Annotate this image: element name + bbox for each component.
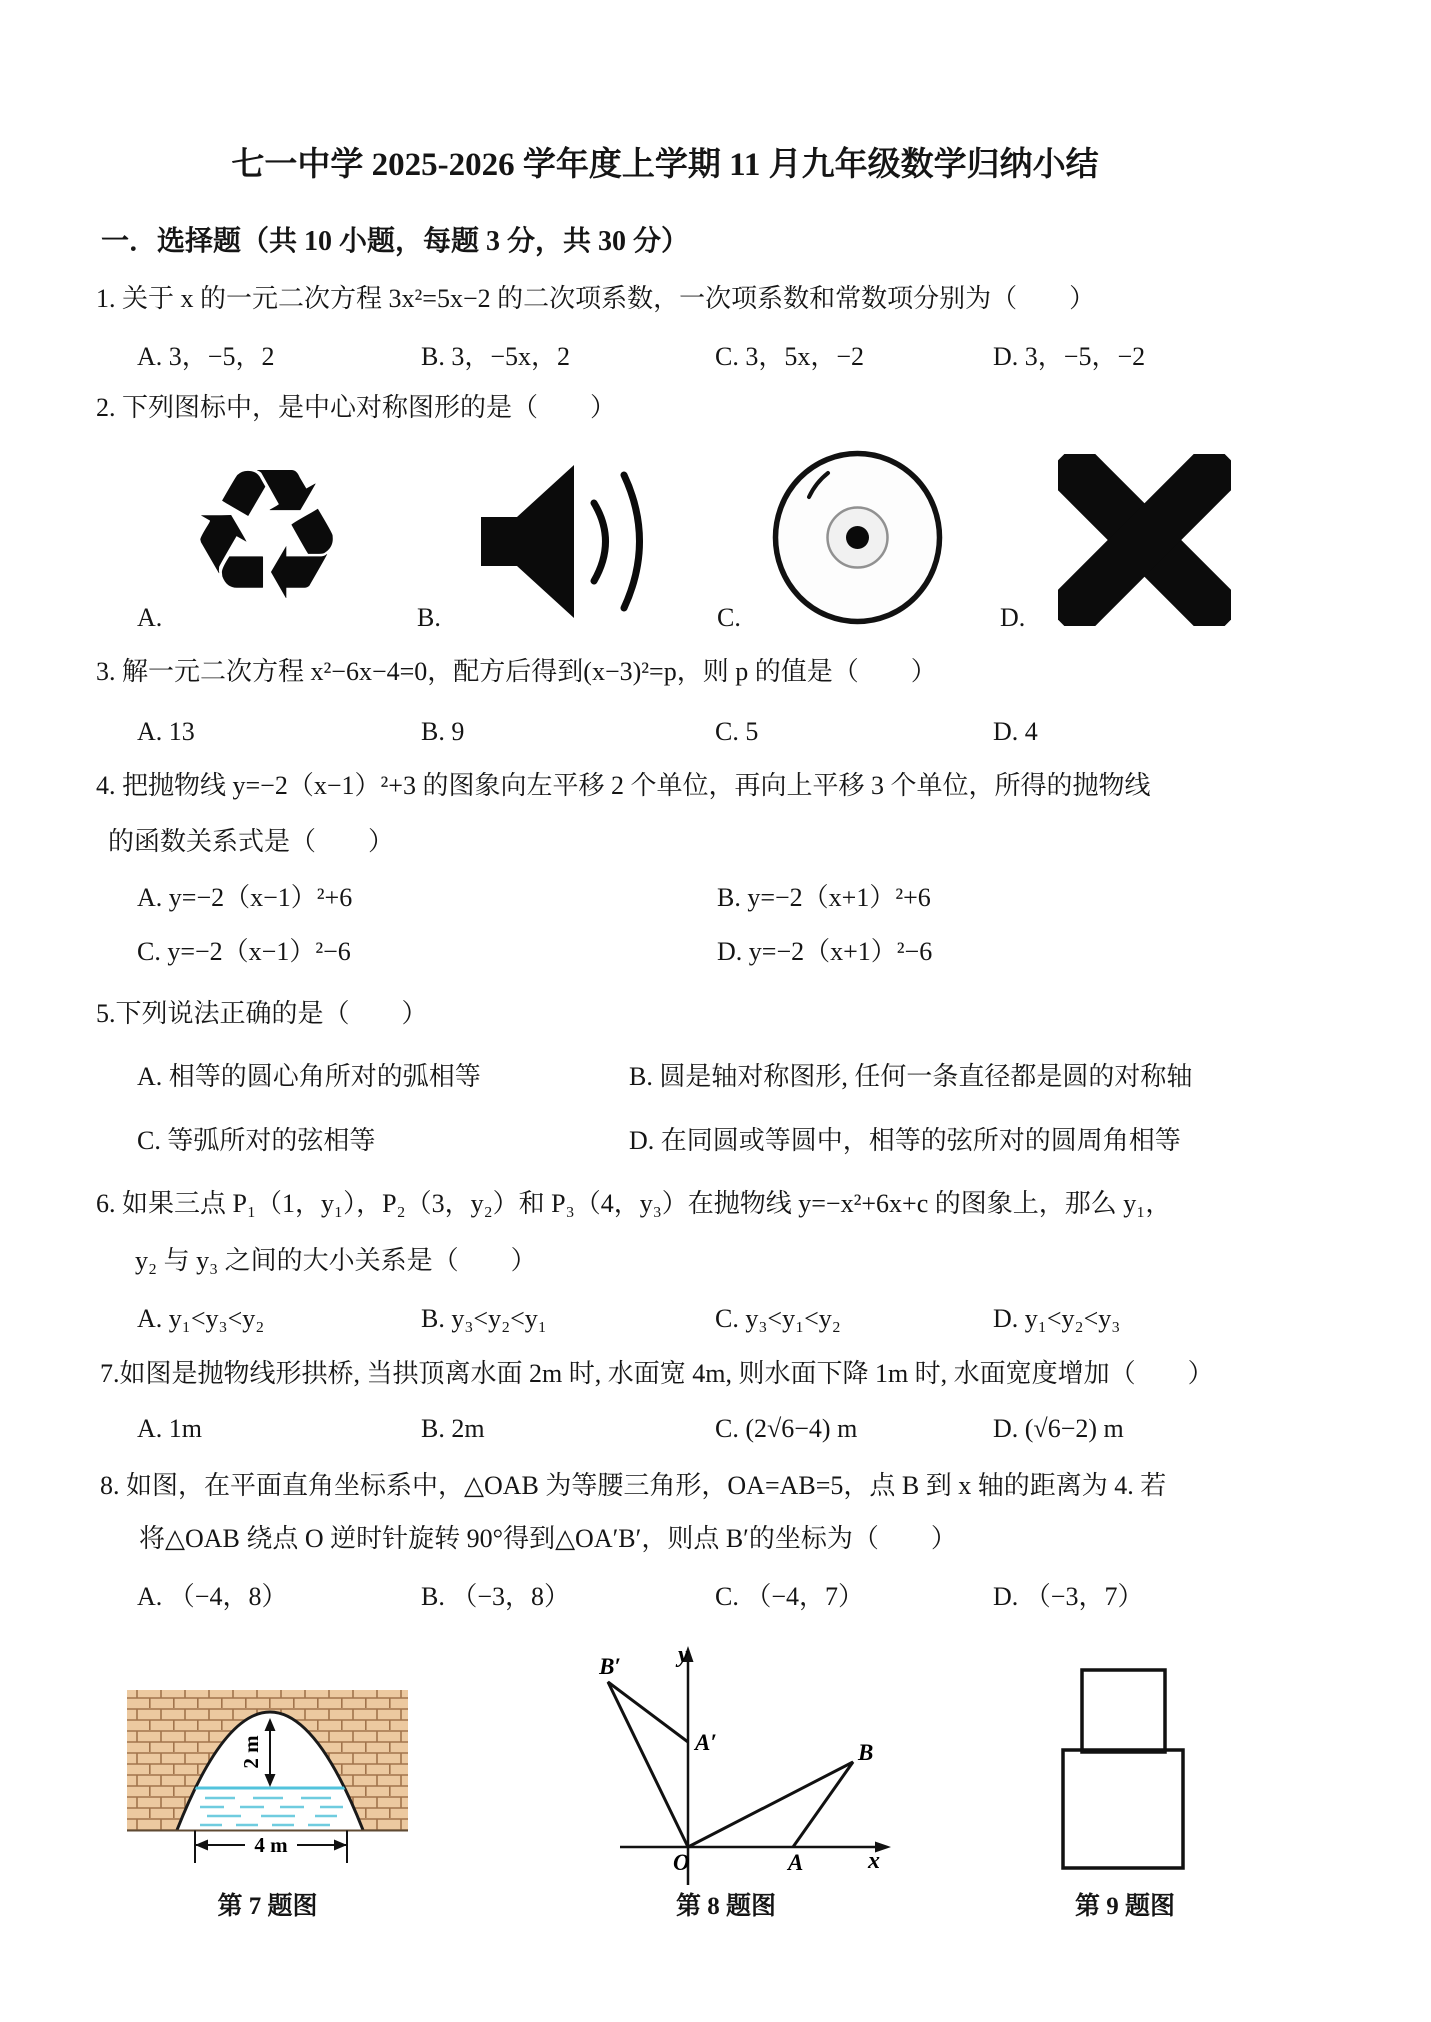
q1-option-b: B. 3，−5x，2 (421, 342, 571, 371)
q5-option-b: B. 圆是轴对称图形, 任何一条直径都是圆的对称轴 (629, 1062, 1193, 1091)
cd-icon (771, 449, 944, 626)
q4-option-d: D. y=−2（x+1）²−6 (717, 937, 933, 966)
q7-option-b: B. 2m (421, 1414, 485, 1443)
fig8-caption: 第 8 题图 (675, 1893, 776, 1920)
q2-option-a-label: A. (137, 603, 163, 632)
speaker-icon (481, 463, 652, 620)
q8-option-b: B. （−3，8） (421, 1582, 571, 1611)
origin-label: O (673, 1850, 690, 1875)
q5-option-d: D. 在同圆或等圆中，相等的弦所对的圆周角相等 (629, 1126, 1181, 1155)
recycling-icon (185, 429, 385, 641)
width-dimension (195, 1831, 347, 1864)
x-axis-label: x (868, 1848, 880, 1874)
q7-option-a: A. 1m (137, 1414, 202, 1443)
q2-option-b-label: B. (417, 603, 441, 632)
sound-wave-outer (624, 475, 640, 608)
q7-text: 7.如图是抛物线形拱桥, 当拱顶离水面 2m 时, 水面宽 4m, 则水面下降 1m 时, 水面宽度增加（ ） (100, 1359, 1214, 1388)
point-b-prime-label: B′ (599, 1654, 621, 1679)
q4-option-a: A. y=−2（x−1）²+6 (137, 883, 353, 912)
q1-option-d: D. 3，−5，−2 (993, 342, 1146, 371)
cross-bars (1058, 454, 1231, 626)
q2-text: 2. 下列图标中，是中心对称图形的是（ ） (96, 393, 617, 422)
sound-wave-inner (594, 503, 606, 581)
recycling-symbol-glyph: ♻ (185, 429, 349, 641)
q8-option-a: A. （−4，8） (137, 1582, 288, 1611)
section-heading: 一．选择题（共 10 小题，每题 3 分，共 30 分） (101, 226, 690, 257)
bridge-figure (125, 1686, 410, 1872)
point-a-prime-label: A′ (695, 1730, 717, 1755)
q6-option-b: B. y₃<y₂<y₁ (421, 1304, 547, 1333)
speaker-cone (481, 465, 574, 618)
q6-option-d: D. y₁<y₂<y₃ (993, 1304, 1121, 1333)
q1-option-a: A. 3，−5，2 (137, 342, 275, 371)
q3-text: 3. 解一元二次方程 x²−6x−4=0，配方后得到(x−3)²=p，则 p 的值是（ ） (96, 657, 937, 686)
q4-text-line2: 的函数关系式是（ ） (108, 827, 395, 856)
width-label: 4 m (254, 1833, 288, 1857)
fig7-caption: 第 7 题图 (217, 1893, 318, 1920)
q8-option-d: D. （−3，7） (993, 1582, 1144, 1611)
q8-text-line1: 8. 如图，在平面直角坐标系中，△OAB 为等腰三角形，OA=AB=5，点 B 到 x 轴的距离为 4. 若 (100, 1471, 1167, 1500)
q4-text-line1: 4. 把抛物线 y=−2（x−1）²+3 的图象向左平移 2 个单位，再向上平移 3 个单位，所得的抛物线 (96, 771, 1151, 800)
q1-option-c: C. 3，5x，−2 (715, 342, 865, 371)
q3-option-d: D. 4 (993, 717, 1038, 746)
small-square (1082, 1670, 1165, 1752)
page-title: 七一中学 2025-2026 学年度上学期 11 月九年级数学归纳小结 (231, 147, 1099, 183)
triangle-oab (688, 1762, 853, 1847)
q6-text-line2: y₂ 与 y₃ 之间的大小关系是（ ） (135, 1246, 537, 1275)
q6-option-c: C. y₃<y₁<y₂ (715, 1304, 841, 1333)
q3-option-b: B. 9 (421, 717, 465, 746)
point-a-label: A (788, 1850, 804, 1875)
q6-text-line1: 6. 如果三点 P₁（1，y₁），P₂（3，y₂）和 P₃（4，y₃）在抛物线 y=−x²+6x+c 的图象上，那么 y₁， (96, 1189, 1172, 1218)
q7-option-d: D. (√6−2) m (993, 1414, 1124, 1443)
stacked-squares-figure (1055, 1660, 1195, 1875)
triangle-oa-b-prime (608, 1682, 688, 1847)
q6-option-a: A. y₁<y₃<y₂ (137, 1304, 265, 1333)
height-label: 2 m (239, 1735, 263, 1769)
q3-option-c: C. 5 (715, 717, 759, 746)
q5-option-c: C. 等弧所对的弦相等 (137, 1126, 376, 1155)
q8-option-c: C. （−4，7） (715, 1582, 865, 1611)
q8-text-line2: 将△OAB 绕点 O 逆时针旋转 90°得到△OA′B′，则点 B′的坐标为（ ） (139, 1524, 957, 1553)
coordinate-figure (595, 1640, 895, 1890)
q2-option-c-label: C. (717, 603, 741, 632)
large-square (1063, 1750, 1183, 1868)
cross-icon (1058, 454, 1231, 626)
q5-text: 5.下列说法正确的是（ ） (96, 999, 428, 1028)
cd-center-hole (846, 526, 869, 549)
q1-text: 1. 关于 x 的一元二次方程 3x²=5x−2 的二次项系数，一次项系数和常数项分别为（ ） (96, 284, 1096, 313)
point-b-label: B (858, 1740, 874, 1765)
q7-option-c: C. (2√6−4) m (715, 1414, 858, 1443)
q4-option-b: B. y=−2（x+1）²+6 (717, 883, 931, 912)
q3-option-a: A. 13 (137, 717, 195, 746)
q5-option-a: A. 相等的圆心角所对的弧相等 (137, 1062, 481, 1091)
fig9-caption: 第 9 题图 (1074, 1893, 1175, 1920)
y-axis-label: y (678, 1642, 689, 1668)
q2-option-d-label: D. (1000, 603, 1026, 632)
q4-option-c: C. y=−2（x−1）²−6 (137, 937, 351, 966)
